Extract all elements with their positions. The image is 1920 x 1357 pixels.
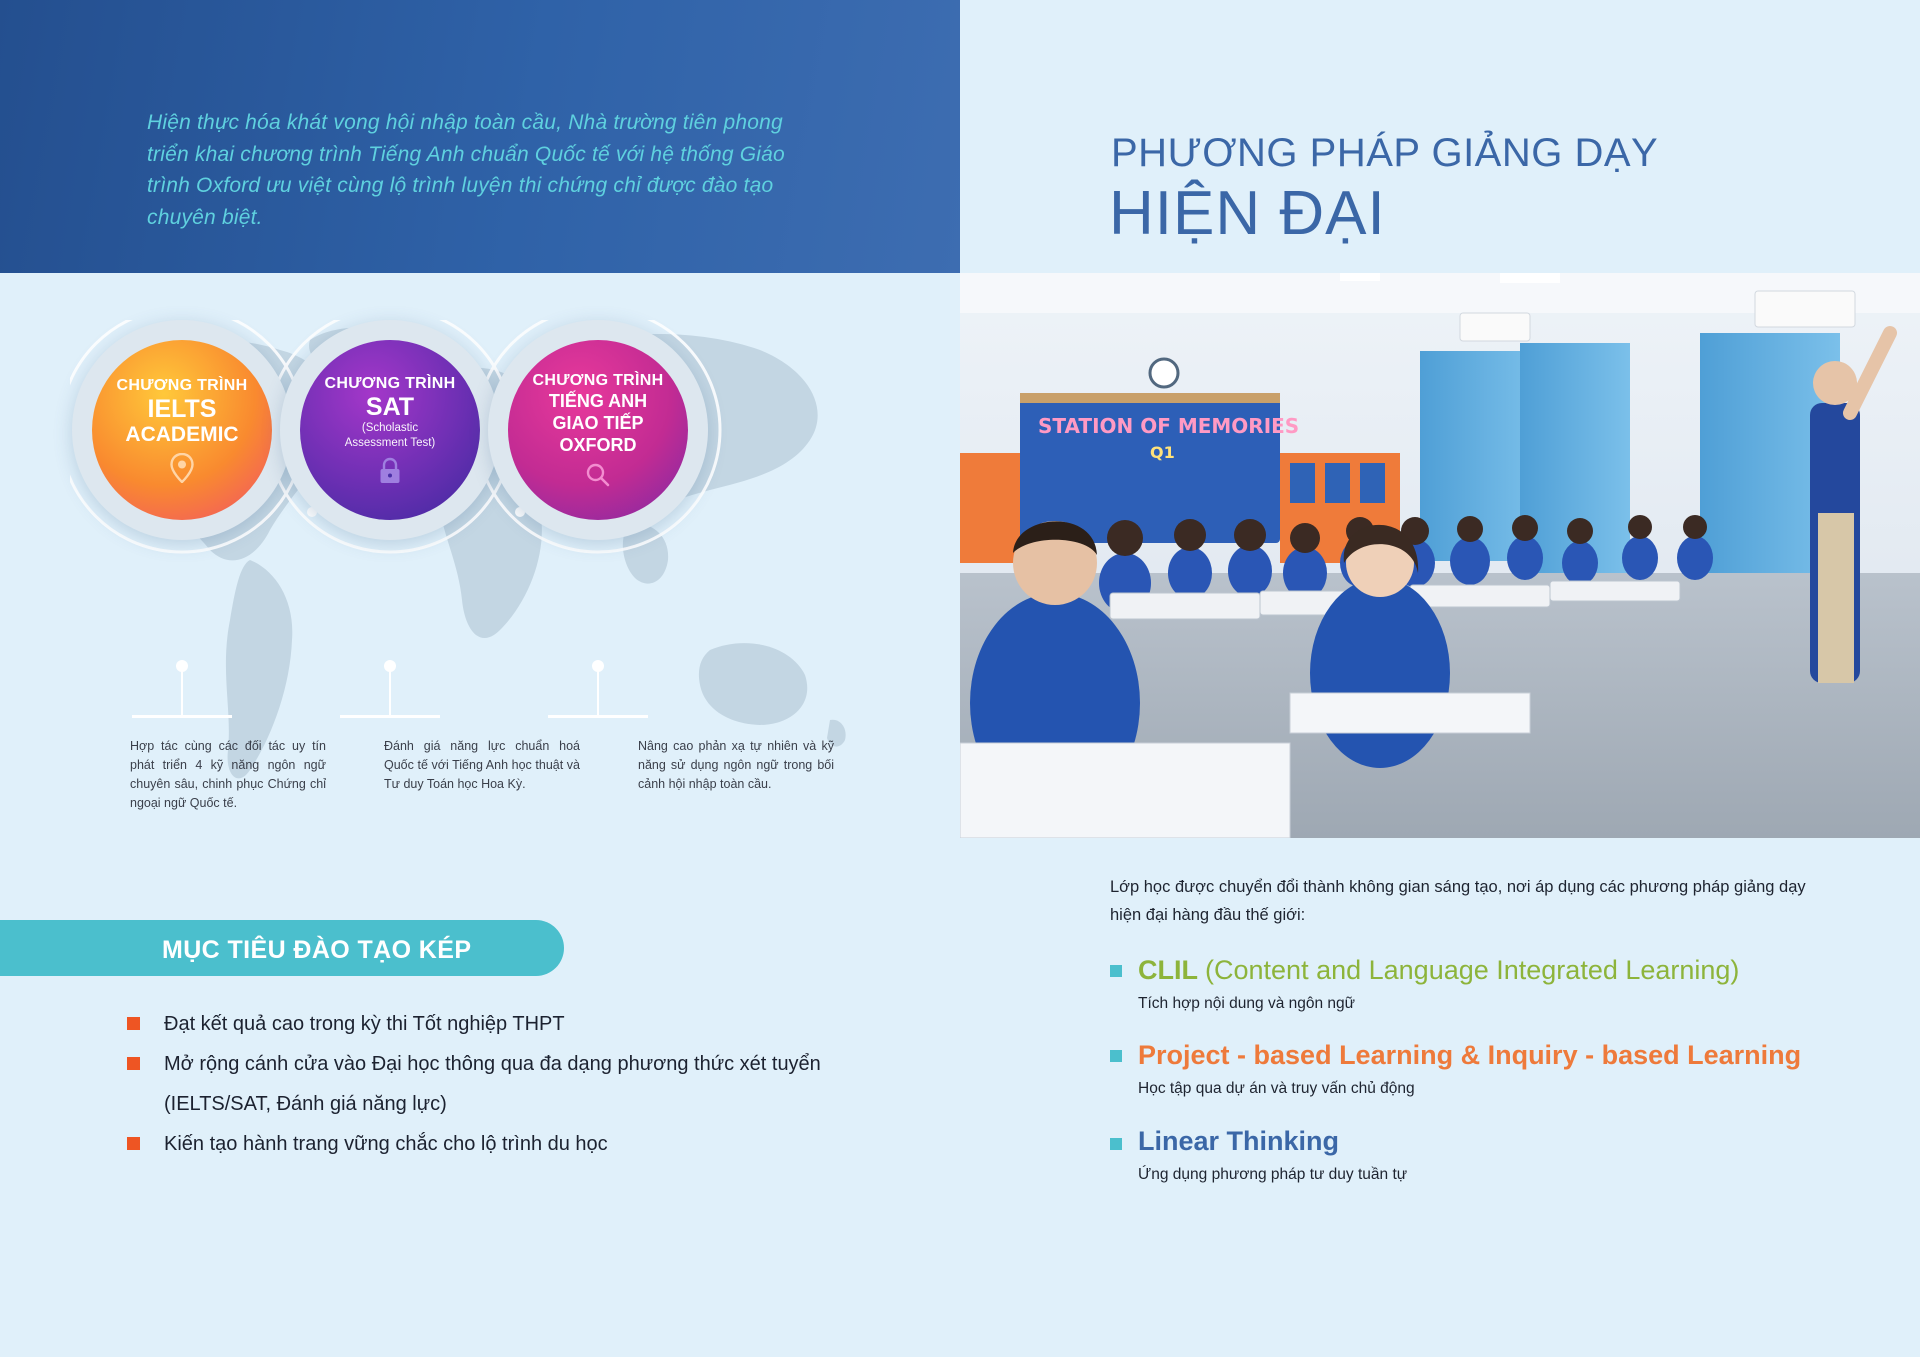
stem-base-oxford <box>548 715 648 718</box>
program-sat-fullname: (Scholastic Assessment Test) <box>344 422 436 449</box>
classroom-photo-illustration <box>960 273 1920 838</box>
program-ielts-name: IELTS <box>147 395 217 423</box>
method-bullet-icon <box>1110 965 1122 977</box>
goal-bullet-icon <box>127 1137 140 1150</box>
program-oxford-name-2: GIAO TIẾP <box>552 413 644 433</box>
stem-base-ielts <box>132 715 232 718</box>
search-icon <box>585 462 611 488</box>
stem-base-sat <box>340 715 440 718</box>
map-pin-icon <box>170 453 194 483</box>
program-sat-name: SAT <box>365 393 415 421</box>
method-clil-acronym: CLIL <box>1138 955 1198 985</box>
program-ielts-name-2: ACADEMIC <box>125 423 239 446</box>
program-ielts-description: Hợp tác cùng các đối tác uy tín phát triển 4 kỹ năng ngôn ngữ chuyên sâu, chinh phục Chứng chỉ ngoại ngữ Quốc tế. <box>130 739 326 810</box>
stem-line-oxford <box>597 670 599 716</box>
stem-line-ielts <box>181 670 183 716</box>
method-bullet-icon <box>1110 1050 1122 1062</box>
goal-item <box>127 1004 847 1044</box>
goal-bullet-icon <box>127 1057 140 1070</box>
method-linear-subtitle: Ứng dụng phương pháp tư duy tuần tự <box>1138 1166 1408 1183</box>
program-oxford-description: Nâng cao phản xạ tự nhiên và kỹ năng sử dụng ngôn ngữ trong bối cảnh hội nhập toàn cầu. <box>638 739 834 791</box>
stem-line-sat <box>389 670 391 716</box>
program-sat-label: CHƯƠNG TRÌNH <box>324 375 456 392</box>
lock-icon <box>378 457 402 485</box>
program-ielts-disc <box>92 340 272 520</box>
program-oxford-name: TIẾNG ANH <box>548 391 648 411</box>
method-subtitle: PHƯƠNG PHÁP GIẢNG DẠY <box>1111 131 1659 175</box>
method-linear-title: Linear Thinking <box>1138 1126 1340 1156</box>
program-ielts-label: CHƯƠNG TRÌNH <box>116 377 248 394</box>
goal-item-text: Mở rộng cánh cửa vào Đại học thông qua đa dạng phương thức xét tuyển <box>164 1053 821 1075</box>
goal-item <box>127 1124 847 1164</box>
method-project-subtitle: Học tập qua dự án và truy vấn chủ động <box>1138 1080 1415 1097</box>
method-clil-fullname: (Content and Language Integrated Learning) <box>1205 955 1740 985</box>
method-clil-title <box>1138 955 1739 986</box>
program-sat-description: Đánh giá năng lực chuẩn hoá Quốc tế với Tiếng Anh học thuật và Tư duy Toán học Hoa Kỳ. <box>384 739 580 791</box>
goal-item-text: Kiến tạo hành trang vững chắc cho lộ trình du học <box>164 1133 608 1155</box>
goal-item-continuation <box>127 1084 847 1124</box>
goal-item <box>127 1044 847 1084</box>
classroom-sign-sub: Q1 <box>1150 443 1175 462</box>
programs-section <box>70 320 890 840</box>
goals-list <box>127 1004 847 1164</box>
method-bullet-icon <box>1110 1138 1122 1150</box>
program-oxford-label: CHƯƠNG TRÌNH <box>532 372 664 389</box>
program-oxford-name-3: OXFORD <box>559 435 637 455</box>
method-title: HIỆN ĐẠI <box>1109 179 1386 248</box>
classroom-photo <box>960 273 1920 838</box>
goal-item-text: (IELTS/SAT, Đánh giá năng lực) <box>164 1093 447 1115</box>
goals-title: MỤC TIÊU ĐÀO TẠO KÉP <box>162 936 472 964</box>
program-oxford-disc <box>508 340 688 520</box>
program-sat-disc <box>300 340 480 520</box>
method-intro: Lớp học được chuyển đổi thành không gian sáng tạo, nơi áp dụng các phương pháp giảng dạy hiện đại hàng đầu thế giới: <box>1110 878 1806 924</box>
goal-item-text: Đạt kết quả cao trong kỳ thi Tốt nghiệp THPT <box>164 1013 565 1035</box>
classroom-sign: STATION OF MEMORIES <box>1038 414 1300 438</box>
goal-bullet-icon <box>127 1017 140 1030</box>
intro-text: Hiện thực hóa khát vọng hội nhập toàn cầu, Nhà trường tiên phong triển khai chương trình Tiếng Anh chuẩn Quốc tế với hệ thống Giáo trình Oxford ưu việt cùng lộ trình luyện thi chứng chỉ được đào tạo chuyên biệt. <box>147 111 785 229</box>
method-project-title: Project - based Learning & Inquiry - based Learning <box>1138 1040 1802 1070</box>
method-clil-subtitle: Tích hợp nội dung và ngôn ngữ <box>1138 995 1356 1012</box>
